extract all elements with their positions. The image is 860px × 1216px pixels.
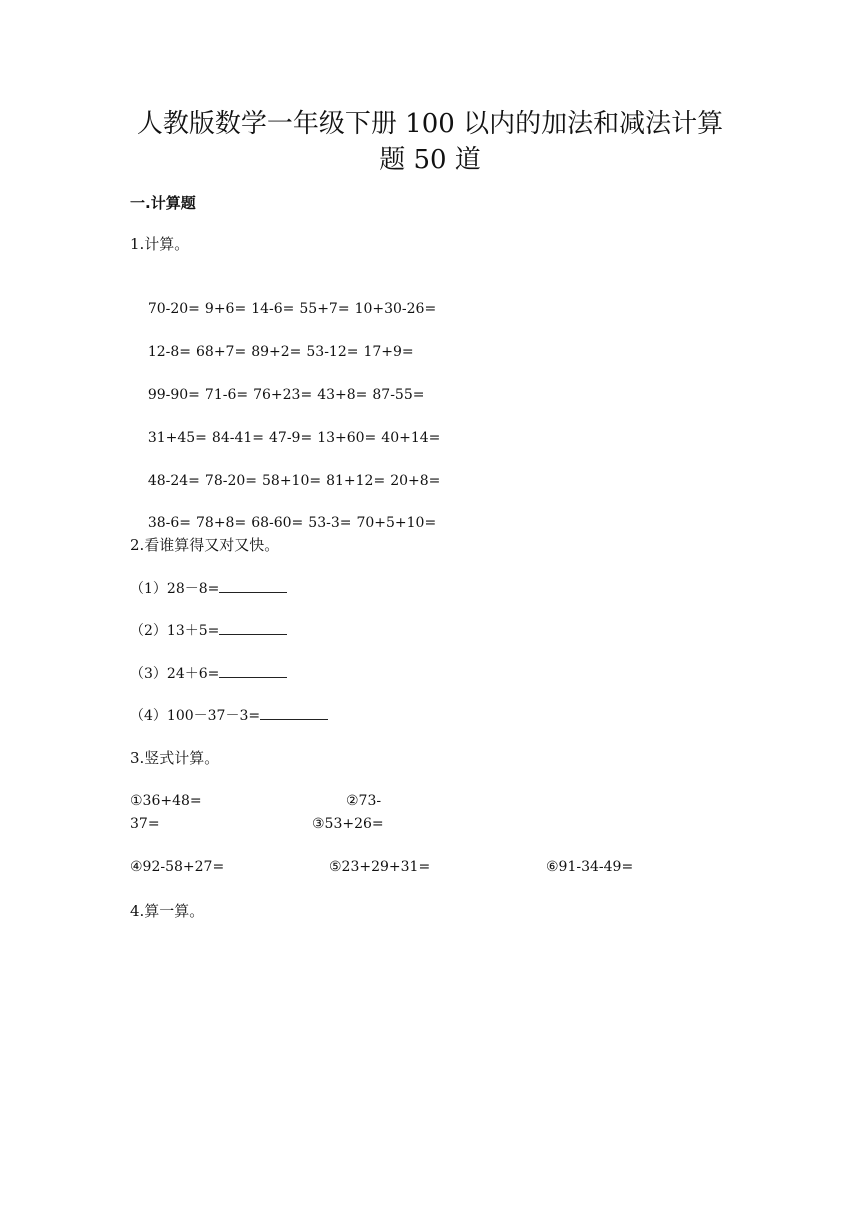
item-text: （3）24＋6=: [130, 666, 220, 682]
expression: 48-24=: [147, 473, 200, 489]
expression: 71-6=: [204, 387, 249, 403]
question-4-title: 4.算一算。: [130, 902, 205, 920]
question-3-item-1: ①36+48=: [130, 793, 202, 809]
expression: 58+10=: [262, 473, 322, 489]
answer-blank: [219, 620, 287, 635]
expression: 53-3=: [308, 515, 352, 531]
expression: 38-6=: [147, 515, 191, 531]
question-3-item-3: ③53+26=: [312, 816, 384, 832]
expression: 70-20=: [147, 301, 200, 317]
section-heading: 一.计算题: [130, 194, 196, 212]
expression: 78-20=: [204, 473, 257, 489]
question-3-item-2-part-1: ②73-: [346, 793, 382, 809]
expression: 9+6=: [204, 301, 247, 317]
expression: 40+14=: [381, 430, 441, 446]
item-text: （2）13＋5=: [130, 623, 220, 639]
question-3-item-5: ⑤23+29+31=: [329, 859, 431, 875]
expression: 55+7=: [299, 301, 350, 317]
expression: 99-90=: [147, 387, 200, 403]
expression: 53-12=: [306, 344, 359, 360]
expression: 76+23=: [253, 387, 313, 403]
answer-blank: [219, 663, 287, 678]
question-3-item-2-part-2: 37=: [130, 816, 160, 832]
question-1-title: 1.计算。: [130, 235, 190, 253]
expression: 14-6=: [251, 301, 295, 317]
question-3-title: 3.竖式计算。: [130, 749, 220, 767]
expression: 31+45=: [147, 430, 207, 446]
question-2-item-2: [130, 620, 287, 641]
expression: 84-41=: [211, 430, 264, 446]
expression: 68-60=: [251, 515, 304, 531]
answer-blank: [260, 705, 328, 720]
question-3-item-4: ④92-58+27=: [130, 859, 225, 875]
expression: 81+12=: [326, 473, 386, 489]
question-2-item-3: [130, 663, 287, 684]
expression: 13+60=: [317, 430, 377, 446]
expression: 47-9=: [269, 430, 313, 446]
page-title-line-1: 人教版数学一年级下册 100 以内的加法和减法计算: [136, 109, 724, 139]
expression: 12-8=: [147, 344, 191, 360]
page-title-line-2: 题 50 道: [379, 145, 481, 175]
expression: 70+5+10=: [356, 515, 437, 531]
expression: 20+8=: [390, 473, 441, 489]
item-text: （1）28－8=: [130, 581, 220, 597]
expression: 68+7=: [196, 344, 247, 360]
item-text: （4）100－37－3=: [130, 708, 261, 724]
expression: 87-55=: [372, 387, 425, 403]
expression: 43+8=: [317, 387, 368, 403]
question-2-title: 2.看谁算得又对又快。: [130, 536, 280, 554]
expression: 89+2=: [251, 344, 302, 360]
expression: 10+30-26=: [354, 301, 437, 317]
question-3-item-6: ⑥91-34-49=: [546, 859, 634, 875]
expression: 17+9=: [363, 344, 414, 360]
question-2-item-4: [130, 705, 328, 726]
answer-blank: [219, 578, 287, 593]
expression: 78+8=: [196, 515, 247, 531]
question-2-item-1: [130, 578, 287, 599]
